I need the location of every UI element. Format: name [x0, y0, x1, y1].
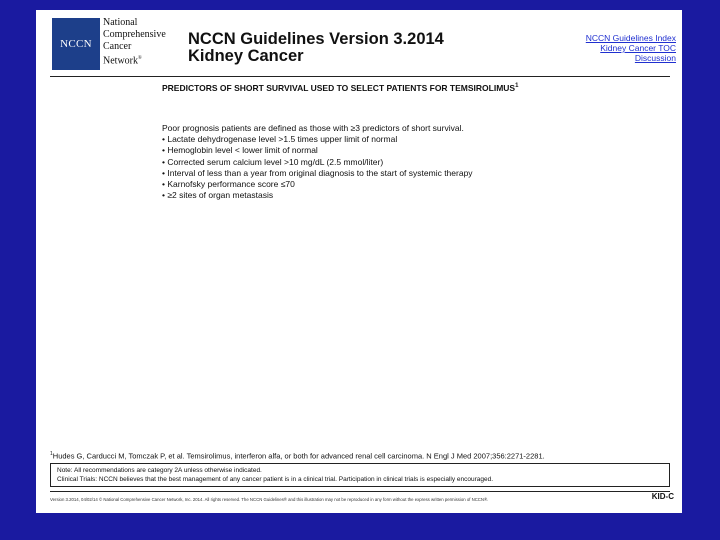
footnote-text: Hudes G, Carducci M, Tomczak P, et al. Temsirolimus, interferon alfa, or both for advanced renal cell carcinoma. N Engl J Med 2007;356:2271-2281.: [52, 451, 545, 461]
footnote: [50, 451, 545, 461]
criteria-text: [162, 123, 662, 201]
title-line-2: Kidney Cancer: [188, 47, 304, 65]
registered-mark: ®: [138, 56, 142, 61]
list-item: • ≥2 sites of organ metastasis: [162, 190, 662, 201]
page-title: [188, 31, 444, 65]
page-code: KID-C: [651, 492, 674, 501]
copyright-text: Version 3.2014, 04/02/14 © National Comprehensive Cancer Network, Inc. 2014. All rights reserved. The NCCN Guidelines® and this illustration may not be reproduced in any form without the express written permission of NCCN®.: [50, 497, 489, 502]
guidelines-index-link[interactable]: NCCN Guidelines Index: [585, 33, 676, 43]
intro-text: Poor prognosis patients are defined as those with ≥3 predictors of short survival.: [162, 123, 464, 133]
nav-links: [586, 33, 676, 63]
org-line: Comprehensive: [103, 29, 166, 40]
organization-name: [103, 17, 166, 67]
footnote-number: 1: [50, 451, 53, 457]
note-line-2: Clinical Trials: NCCN believes that the best management of any cancer patient is in a clinical trial. Participation in clinical trials is especially encouraged.: [57, 476, 494, 483]
nccn-logo: [52, 18, 100, 70]
note-line-1: Note: All recommendations are category 2A unless otherwise indicated.: [57, 467, 262, 474]
logo-text: NCCN: [60, 38, 92, 50]
footnote-ref: 1: [515, 83, 519, 90]
section-title: PREDICTORS OF SHORT SURVIVAL USED TO SELECT PATIENTS FOR TEMSIROLIMUS$^1$: [162, 83, 519, 93]
kidney-cancer-toc-link[interactable]: Kidney Cancer TOC: [600, 43, 676, 53]
title-line-1: NCCN Guidelines Version 3.2014: [188, 30, 444, 48]
list-item: • Hemoglobin level < lower limit of normal: [162, 145, 662, 156]
predictor-list: [162, 134, 662, 201]
header-divider: [50, 76, 670, 77]
org-line: National: [103, 17, 138, 28]
footer-divider: [50, 491, 670, 492]
org-line: Network®: [103, 55, 142, 67]
list-item: • Karnofsky performance score ≤70: [162, 179, 662, 190]
list-item: • Lactate dehydrogenase level >1.5 times upper limit of normal: [162, 134, 662, 145]
org-line: Cancer: [103, 41, 132, 52]
list-item: • Corrected serum calcium level >10 mg/dL (2.5 mmol/liter): [162, 157, 662, 168]
list-item: • Interval of less than a year from original diagnosis to the start of systemic therapy: [162, 168, 662, 179]
note-box: [50, 463, 670, 487]
discussion-link[interactable]: Discussion: [634, 53, 676, 63]
slide: [36, 10, 682, 513]
